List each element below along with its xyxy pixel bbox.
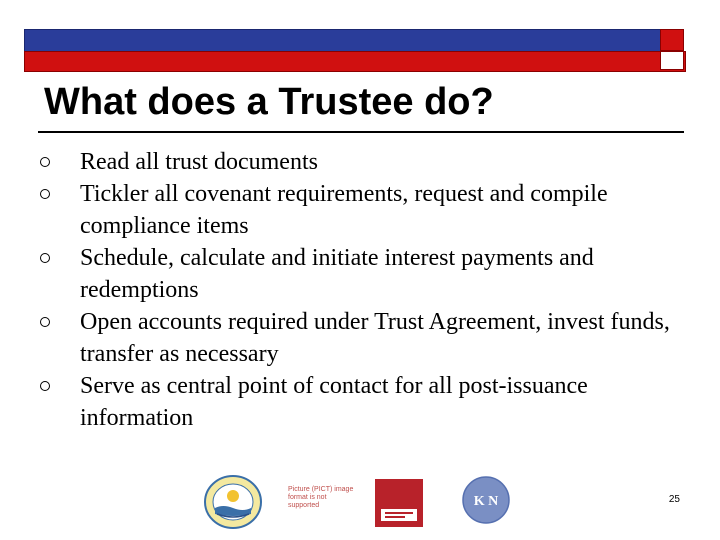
bullet-text: Schedule, calculate and initiate interest payments and redemptions bbox=[80, 245, 594, 303]
image-placeholder-logo: Picture (PICT) image format is not supported bbox=[288, 486, 354, 509]
svg-text:K N: K N bbox=[473, 494, 499, 509]
bullet-item bbox=[40, 178, 690, 242]
hollow-bullet-icon bbox=[40, 381, 50, 391]
header-corner-red-square bbox=[660, 29, 684, 51]
bullet-item bbox=[40, 306, 690, 370]
bullet-item bbox=[40, 370, 690, 434]
slide-title: What does a Trustee do? bbox=[44, 81, 494, 123]
hollow-bullet-icon bbox=[40, 317, 50, 327]
hollow-bullet-icon bbox=[40, 189, 50, 199]
bullet-text: Open accounts required under Trust Agreement, invest funds, transfer as necessary bbox=[80, 309, 670, 367]
knd-logo bbox=[461, 475, 511, 525]
title-underline bbox=[38, 131, 684, 133]
header-corner-white-square bbox=[660, 51, 684, 70]
hollow-bullet-icon bbox=[40, 157, 50, 167]
bullet-item bbox=[40, 146, 690, 178]
bullet-text: Tickler all covenant requirements, request and compile compliance items bbox=[80, 181, 608, 239]
state-seal-logo bbox=[203, 474, 263, 530]
bullet-text: Serve as central point of contact for all post-issuance information bbox=[80, 373, 588, 431]
bank-of-california-logo bbox=[375, 479, 423, 527]
bullet-item bbox=[40, 242, 690, 306]
bullet-list bbox=[40, 146, 690, 434]
header-band-red bbox=[24, 51, 686, 72]
header-band-blue bbox=[24, 29, 662, 53]
bullet-text: Read all trust documents bbox=[80, 149, 318, 175]
page-number: 25 bbox=[668, 494, 680, 505]
hollow-bullet-icon bbox=[40, 253, 50, 263]
